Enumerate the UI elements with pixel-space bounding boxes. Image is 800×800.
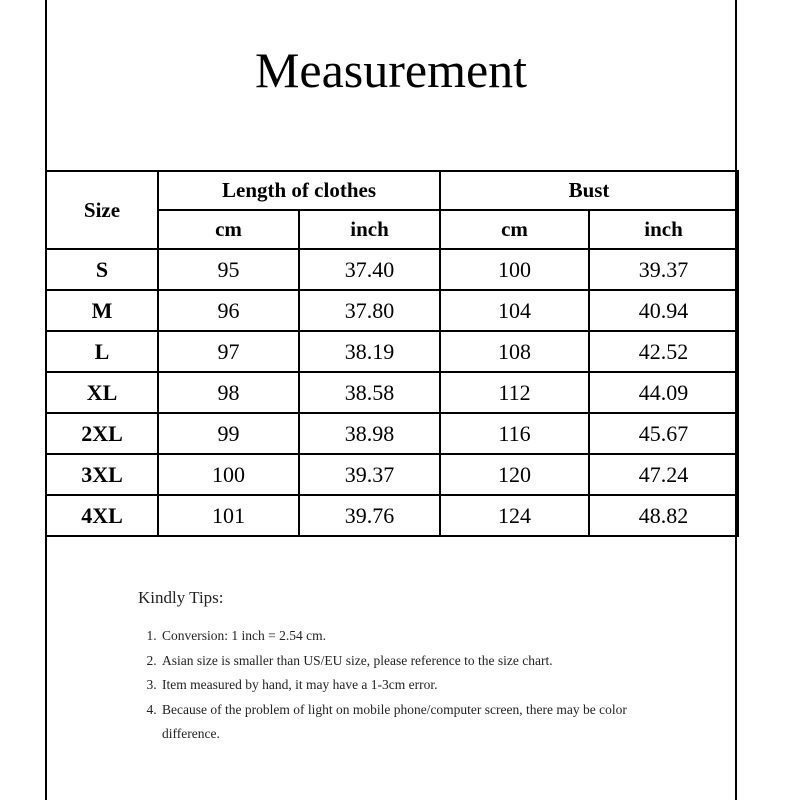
- size-cell: S: [46, 249, 158, 290]
- bust-cm-cell: 100: [440, 249, 589, 290]
- bust-inch-cell: 48.82: [589, 495, 738, 536]
- bust-cm-cell: 108: [440, 331, 589, 372]
- tips-list: [138, 624, 678, 747]
- length-inch-cell: 37.80: [299, 290, 440, 331]
- length-inch-cell: 38.58: [299, 372, 440, 413]
- length-cm-cell: 98: [158, 372, 299, 413]
- page-title: Measurement: [254, 42, 528, 98]
- length-group-header: Length of clothes: [158, 171, 440, 210]
- bust-group-header: Bust: [440, 171, 738, 210]
- size-cell: XL: [46, 372, 158, 413]
- length-inch-cell: 37.40: [299, 249, 440, 290]
- size-chart-table: [45, 170, 739, 537]
- size-cell: 3XL: [46, 454, 158, 495]
- bust-inch-cell: 39.37: [589, 249, 738, 290]
- bust-cm-cell: 104: [440, 290, 589, 331]
- bust-inch-cell: 45.67: [589, 413, 738, 454]
- table-row: [46, 331, 738, 372]
- tip-item: 3. Item measured by hand, it may have a 1-3cm error.: [160, 673, 678, 698]
- table-row: [46, 290, 738, 331]
- table-row: [46, 454, 738, 495]
- length-cm-cell: 95: [158, 249, 299, 290]
- bust-cm-cell: 120: [440, 454, 589, 495]
- table-row: [46, 495, 738, 536]
- length-cm-cell: 97: [158, 331, 299, 372]
- table-group-header-row: [46, 171, 738, 210]
- bust-inch-cell: 42.52: [589, 331, 738, 372]
- tip-item: 4. Because of the problem of light on mobile phone/computer screen, there may be color difference.: [160, 698, 678, 747]
- table-row: [46, 372, 738, 413]
- length-cm-header: cm: [158, 210, 299, 249]
- size-cell: M: [46, 290, 158, 331]
- length-cm-cell: 100: [158, 454, 299, 495]
- bust-cm-cell: 112: [440, 372, 589, 413]
- size-column-header: Size: [46, 171, 158, 249]
- length-inch-header: inch: [299, 210, 440, 249]
- length-inch-cell: 39.76: [299, 495, 440, 536]
- length-cm-cell: 101: [158, 495, 299, 536]
- size-cell: 2XL: [46, 413, 158, 454]
- bust-inch-cell: 40.94: [589, 290, 738, 331]
- bust-inch-header: inch: [589, 210, 738, 249]
- size-cell: 4XL: [46, 495, 158, 536]
- bust-cm-cell: 124: [440, 495, 589, 536]
- table-row: [46, 249, 738, 290]
- bust-cm-header: cm: [440, 210, 589, 249]
- length-cm-cell: 96: [158, 290, 299, 331]
- length-inch-cell: 38.19: [299, 331, 440, 372]
- tip-item: 1. Conversion: 1 inch = 2.54 cm.: [160, 624, 678, 649]
- bust-inch-cell: 47.24: [589, 454, 738, 495]
- length-inch-cell: 38.98: [299, 413, 440, 454]
- table-row: [46, 413, 738, 454]
- bust-inch-cell: 44.09: [589, 372, 738, 413]
- tips-heading: Kindly Tips:: [138, 588, 224, 607]
- size-cell: L: [46, 331, 158, 372]
- tip-item: 2. Asian size is smaller than US/EU size, please reference to the size chart.: [160, 649, 678, 674]
- length-inch-cell: 39.37: [299, 454, 440, 495]
- kindly-tips: [138, 588, 678, 747]
- length-cm-cell: 99: [158, 413, 299, 454]
- bust-cm-cell: 116: [440, 413, 589, 454]
